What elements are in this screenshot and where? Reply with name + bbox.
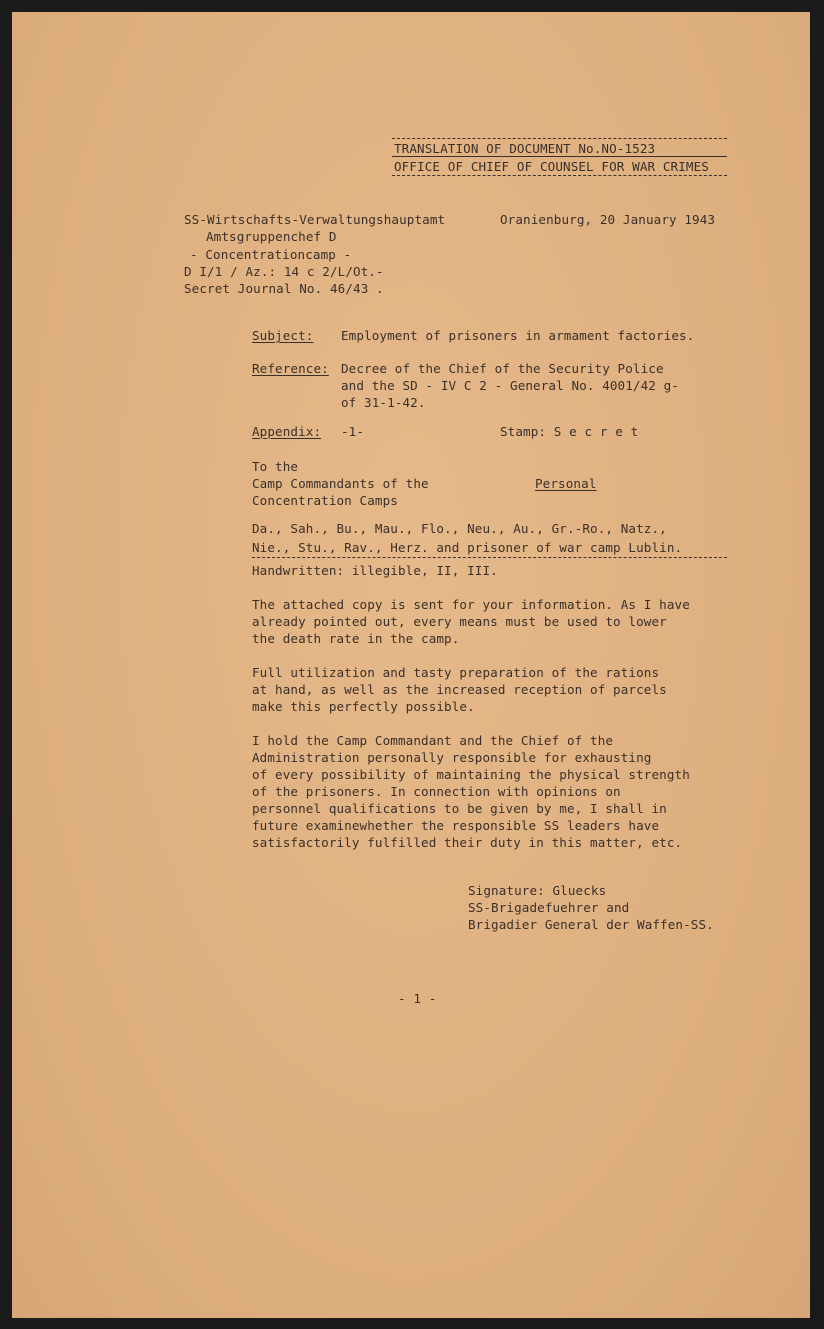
reference-line-1: Decree of the Chief of the Security Police	[341, 361, 664, 376]
camps-line-2: Nie., Stu., Rav., Herz. and prisoner of war camp Lublin.	[252, 540, 683, 555]
camps-rule	[252, 557, 727, 558]
paragraph-1-line-1: The attached copy is sent for your information. As I have	[252, 597, 690, 612]
page-number: - 1 -	[398, 991, 437, 1006]
addressee-line-1: To the	[252, 459, 299, 474]
paragraph-2-line-3: make this perfectly possible.	[252, 699, 475, 714]
secret-journal: Secret Journal No. 46/43 .	[184, 281, 384, 296]
personal-marking: Personal	[535, 476, 597, 491]
camps-line-1: Da., Sah., Bu., Mau., Flo., Neu., Au., Gr.-Ro., Natz.,	[252, 521, 667, 536]
paragraph-3-line-5: personnel qualifications to be given by me, I shall in	[252, 801, 667, 816]
signature-line-1: Signature: Gluecks	[468, 883, 607, 898]
paragraph-3-line-4: of the prisoners. In connection with opinions on	[252, 784, 621, 799]
subject-text: Employment of prisoners in armament factories.	[341, 328, 695, 343]
paragraph-3-line-3: of every possibility of maintaining the physical strength	[252, 767, 690, 782]
paragraph-3-line-7: satisfactorily fulfilled their duty in this matter, etc.	[252, 835, 683, 850]
header-top-rule	[392, 138, 727, 139]
header-mid-rule	[392, 156, 727, 157]
appendix-value: -1-	[341, 424, 365, 439]
reference-line-2: and the SD - IV C 2 - General No. 4001/42 g-	[341, 378, 680, 393]
document-page	[12, 12, 810, 1318]
translation-header: TRANSLATION OF DOCUMENT No.NO-1523	[394, 141, 656, 156]
reference-label: Reference:	[252, 361, 329, 376]
addressee-line-2: Camp Commandants of the	[252, 476, 429, 491]
signature-line-3: Brigadier General der Waffen-SS.	[468, 917, 714, 932]
subject-label: Subject:	[252, 328, 314, 343]
paragraph-2-line-2: at hand, as well as the increased reception of parcels	[252, 682, 667, 697]
paragraph-2-line-1: Full utilization and tasty preparation of the rations	[252, 665, 660, 680]
signature-line-2: SS-Brigadefuehrer and	[468, 900, 630, 915]
appendix-label: Appendix:	[252, 424, 322, 439]
file-reference: D I/1 / Az.: 14 c 2/L/Ot.-	[184, 264, 384, 279]
sender-group: Amtsgruppenchef D	[206, 229, 337, 244]
sender-dept: - Concentrationcamp -	[190, 247, 352, 262]
paragraph-1-line-2: already pointed out, every means must be used to lower	[252, 614, 667, 629]
sender-office: SS-Wirtschafts-Verwaltungshauptamt	[184, 212, 446, 227]
paragraph-3-line-2: Administration personally responsible for exhausting	[252, 750, 652, 765]
office-header: OFFICE OF CHIEF OF COUNSEL FOR WAR CRIMES	[394, 159, 709, 174]
paragraph-3-line-1: I hold the Camp Commandant and the Chief of the	[252, 733, 614, 748]
stamp-text: Stamp: S e c r e t	[500, 424, 639, 439]
paragraph-3-line-6: future examinewhether the responsible SS leaders have	[252, 818, 660, 833]
addressee-line-3: Concentration Camps	[252, 493, 398, 508]
paragraph-1-line-3: the death rate in the camp.	[252, 631, 460, 646]
handwritten-note: Handwritten: illegible, II, III.	[252, 563, 498, 578]
header-bottom-rule	[392, 175, 727, 176]
reference-line-3: of 31-1-42.	[341, 395, 426, 410]
place-date: Oranienburg, 20 January 1943	[500, 212, 716, 227]
